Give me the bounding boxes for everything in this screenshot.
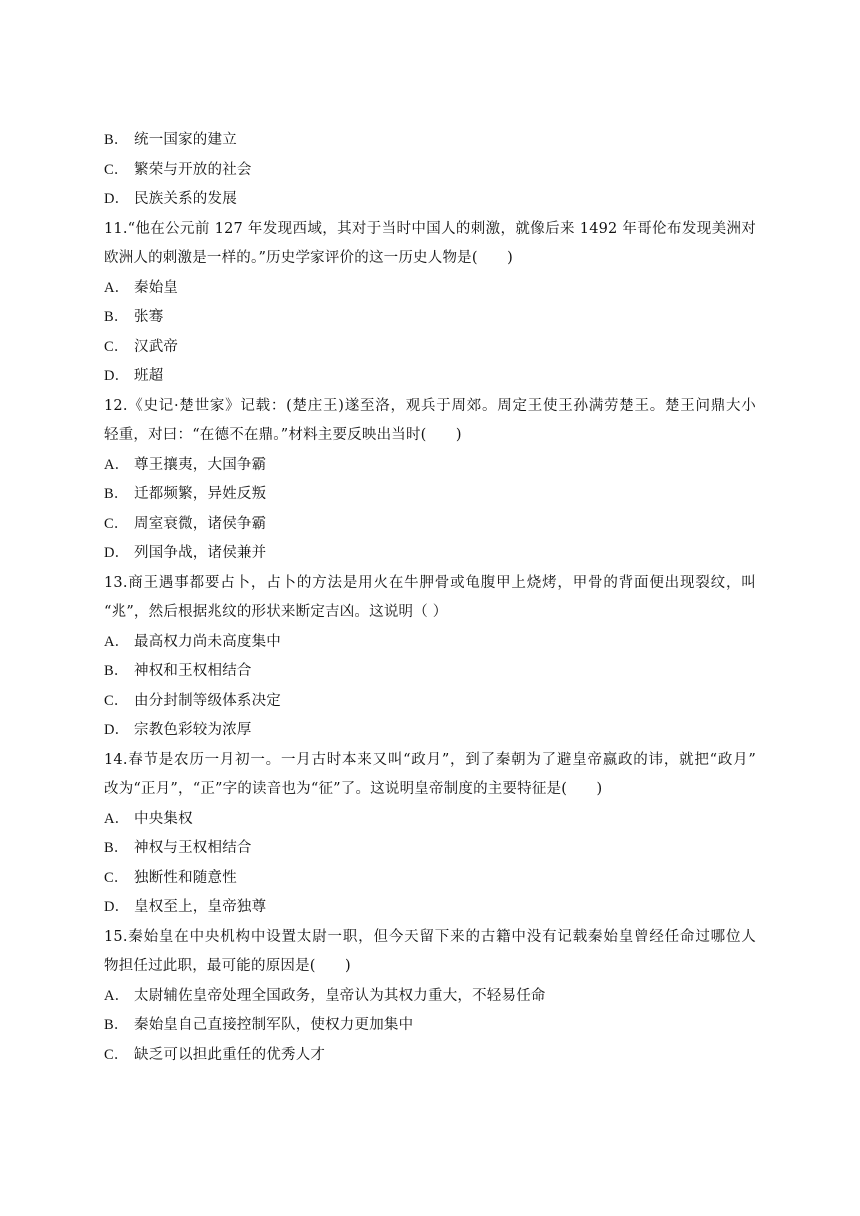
option-letter: D． bbox=[104, 722, 130, 738]
option-text: 独断性和随意性 bbox=[134, 869, 237, 886]
option-text: 尊王攘夷，大国争霸 bbox=[134, 456, 267, 473]
option-letter: A． bbox=[104, 987, 130, 1004]
option-letter: C． bbox=[104, 338, 129, 355]
question-10-options bbox=[104, 126, 756, 215]
question-stem-line: 13.商王遇事都要占卜，占卜的方法是用火在牛胛骨或龟腹甲上烧烤，甲骨的背面便出现裂纹，叫 bbox=[104, 574, 756, 591]
question-stem-line: 改为“正月”，“正”字的读音也为“征”了。这说明皇帝制度的主要特征是( ) bbox=[104, 781, 603, 797]
option-d bbox=[104, 539, 756, 569]
option-text: 皇权至上，皇帝独尊 bbox=[134, 899, 267, 915]
option-text: 神权与王权相结合 bbox=[134, 840, 252, 856]
option-a bbox=[104, 628, 756, 658]
option-text: 太尉辅佐皇帝处理全国政务，皇帝认为其权力重大，不轻易任命 bbox=[134, 987, 546, 1004]
option-text: 秦始皇 bbox=[134, 279, 179, 296]
option-c bbox=[104, 864, 756, 894]
question-stem-line: 15.秦始皇在中央机构中设置太尉一职，但今天留下来的古籍中没有记载秦始皇曾经任命过哪位人 bbox=[104, 928, 756, 945]
option-letter: B． bbox=[104, 309, 129, 325]
option-letter: B． bbox=[104, 132, 129, 148]
option-c bbox=[104, 1041, 756, 1071]
question-stem-line: 物担任过此职，最可能的原因是( ) bbox=[104, 958, 351, 974]
option-d bbox=[104, 185, 756, 215]
option-letter: B． bbox=[104, 486, 129, 502]
option-letter: C． bbox=[104, 515, 129, 532]
option-b bbox=[104, 657, 756, 687]
option-letter: A． bbox=[104, 810, 130, 827]
option-c bbox=[104, 510, 756, 540]
option-text: 繁荣与开放的社会 bbox=[134, 161, 252, 178]
option-letter: D． bbox=[104, 545, 130, 561]
option-a bbox=[104, 805, 756, 835]
option-letter: A． bbox=[104, 279, 130, 296]
option-text: 迁都频繁，异姓反叛 bbox=[134, 486, 267, 502]
option-c bbox=[104, 333, 756, 363]
question-11 bbox=[104, 215, 756, 392]
option-letter: B． bbox=[104, 663, 129, 679]
option-b bbox=[104, 834, 756, 864]
option-letter: C． bbox=[104, 869, 129, 886]
option-d bbox=[104, 362, 756, 392]
option-b bbox=[104, 1011, 756, 1041]
option-letter: C． bbox=[104, 692, 129, 709]
option-d bbox=[104, 893, 756, 923]
question-stem-line: “兆”，然后根据兆纹的形状来断定吉凶。这说明（ ） bbox=[104, 604, 448, 620]
question-14 bbox=[104, 746, 756, 923]
document-page bbox=[104, 126, 756, 1070]
option-letter: B． bbox=[104, 1017, 129, 1033]
question-15 bbox=[104, 923, 756, 1071]
question-stem-line: 轻重，对曰：“在德不在鼎。”材料主要反映出当时( ) bbox=[104, 427, 462, 443]
option-text: 列国争战，诸侯兼并 bbox=[134, 545, 267, 561]
option-a bbox=[104, 274, 756, 304]
option-letter: D． bbox=[104, 191, 130, 207]
option-a bbox=[104, 982, 756, 1012]
option-b bbox=[104, 480, 756, 510]
option-a bbox=[104, 451, 756, 481]
question-stem-line: 11.“他在公元前 127 年发现西域，其对于当时中国人的刺激，就像后来 1492 年哥伦布发现美洲对 bbox=[104, 220, 756, 237]
option-text: 张骞 bbox=[134, 309, 164, 325]
option-text: 周室衰微，诸侯争霸 bbox=[134, 515, 267, 532]
option-c bbox=[104, 687, 756, 717]
option-text: 缺乏可以担此重任的优秀人才 bbox=[134, 1046, 326, 1063]
option-b bbox=[104, 303, 756, 333]
option-d bbox=[104, 716, 756, 746]
option-text: 最高权力尚未高度集中 bbox=[134, 633, 281, 650]
option-letter: A． bbox=[104, 456, 130, 473]
option-text: 汉武帝 bbox=[134, 338, 179, 355]
question-stem-line: 12.《史记·楚世家》记载：(楚庄王)遂至洛，观兵于周郊。周定王使王孙满劳楚王。楚王问鼎大小 bbox=[104, 397, 756, 414]
option-text: 由分封制等级体系决定 bbox=[134, 692, 281, 709]
option-letter: D． bbox=[104, 368, 130, 384]
option-c bbox=[104, 156, 756, 186]
question-stem-line: 14.春节是农历一月初一。一月古时本来又叫“政月”，到了秦朝为了避皇帝嬴政的讳，就把“政月” bbox=[104, 751, 756, 768]
option-letter: D． bbox=[104, 899, 130, 915]
question-stem-line: 欧洲人的刺激是一样的。”历史学家评价的这一历史人物是( ) bbox=[104, 250, 513, 266]
option-text: 中央集权 bbox=[134, 810, 193, 827]
option-text: 神权和王权相结合 bbox=[134, 663, 252, 679]
option-letter: A． bbox=[104, 633, 130, 650]
option-letter: C． bbox=[104, 161, 129, 178]
question-13 bbox=[104, 569, 756, 746]
option-b bbox=[104, 126, 756, 156]
option-letter: B． bbox=[104, 840, 129, 856]
option-text: 班超 bbox=[134, 368, 164, 384]
option-text: 宗教色彩较为浓厚 bbox=[134, 722, 252, 738]
option-text: 民族关系的发展 bbox=[134, 191, 237, 207]
question-12 bbox=[104, 392, 756, 569]
option-text: 秦始皇自己直接控制军队，使权力更加集中 bbox=[134, 1017, 414, 1033]
option-letter: C． bbox=[104, 1046, 129, 1063]
option-text: 统一国家的建立 bbox=[134, 132, 237, 148]
